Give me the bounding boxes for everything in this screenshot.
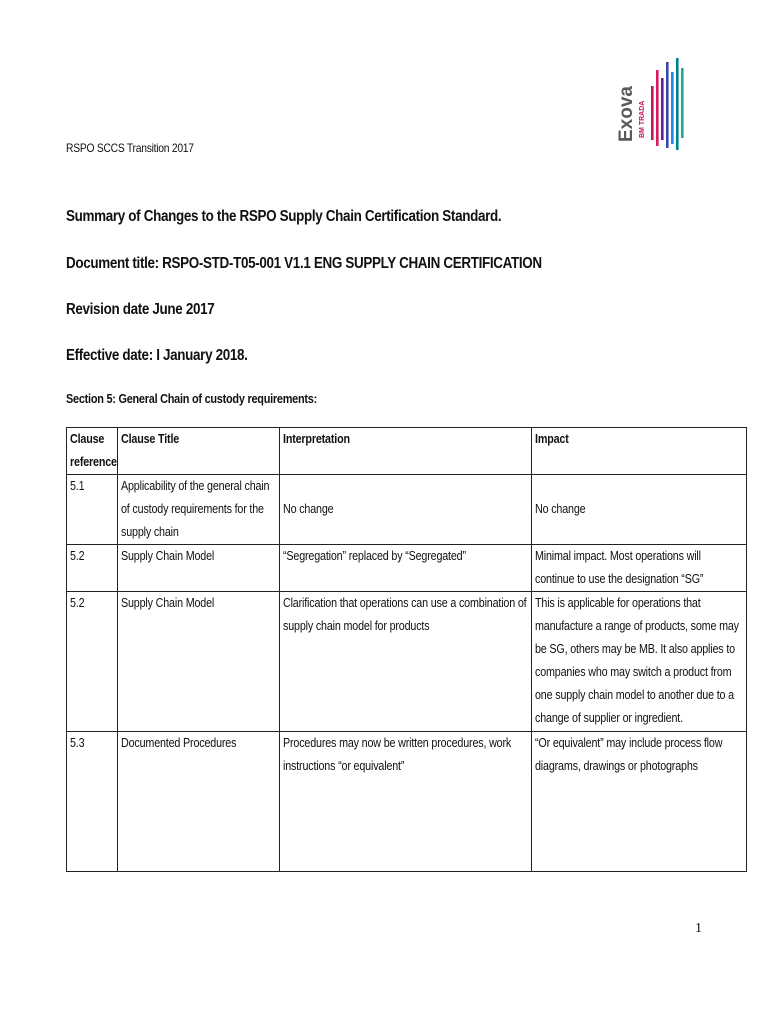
summary-heading: Summary of Changes to the RSPO Supply Chain Certification Standard.: [66, 208, 502, 225]
cell-interpretation: Clarification that operations can use a combination of supply chain model for products: [280, 592, 532, 732]
logo-wordmark: [616, 86, 646, 142]
cell-impact: No change: [532, 475, 747, 545]
cell-clause-title: Supply Chain Model: [118, 545, 280, 592]
logo-sub-text: BM TRADA: [639, 100, 646, 138]
cell-interpretation: Procedures may now be written procedures, work instructions “or equivalent”: [280, 732, 532, 872]
cell-interpretation: No change: [280, 475, 532, 545]
exova-bm-trada-logo: [616, 58, 690, 156]
cell-interpretation: “Segregation” replaced by “Segregated”: [280, 545, 532, 592]
column-header-clause-reference: Clause reference: [67, 428, 118, 475]
cell-impact: “Or equivalent” may include process flow diagrams, drawings or photographs: [532, 732, 747, 872]
cell-clause-ref: 5.2: [67, 545, 118, 592]
page-number: 1: [695, 921, 702, 936]
table-row: [67, 592, 747, 732]
logo-bars-icon: [651, 58, 684, 150]
logo-brand-text: Exova: [616, 86, 637, 142]
table-row: [67, 732, 747, 872]
table-row: [67, 545, 747, 592]
changes-table: [66, 427, 747, 872]
cell-clause-title: Documented Procedures: [118, 732, 280, 872]
cell-clause-title: Supply Chain Model: [118, 592, 280, 732]
column-header-impact: Impact: [532, 428, 747, 475]
cell-clause-title: Applicability of the general chain of custody requirements for the supply chain: [118, 475, 280, 545]
revision-date-heading: Revision date June 2017: [66, 301, 215, 318]
cell-clause-ref: 5.1: [67, 475, 118, 545]
cell-clause-ref: 5.2: [67, 592, 118, 732]
table-header-row: [67, 428, 747, 475]
cell-impact: This is applicable for operations that manufacture a range of products, some may be SG, others may be MB. It also applies to companies who may switch a product from one supply chain model to another due to a change of supplier or ingredient.: [532, 592, 747, 732]
column-header-interpretation: Interpretation: [280, 428, 532, 475]
column-header-clause-title: Clause Title: [118, 428, 280, 475]
running-header: RSPO SCCS Transition 2017: [66, 141, 194, 155]
table-row: [67, 475, 747, 545]
cell-clause-ref: 5.3: [67, 732, 118, 872]
effective-date-heading: Effective date: I January 2018.: [66, 347, 248, 364]
cell-impact: Minimal impact. Most operations will continue to use the designation “SG”: [532, 545, 747, 592]
document-title-heading: Document title: RSPO-STD-T05-001 V1.1 ENG SUPPLY CHAIN CERTIFICATION: [66, 255, 542, 272]
section-title: Section 5: General Chain of custody requirements:: [66, 391, 318, 406]
